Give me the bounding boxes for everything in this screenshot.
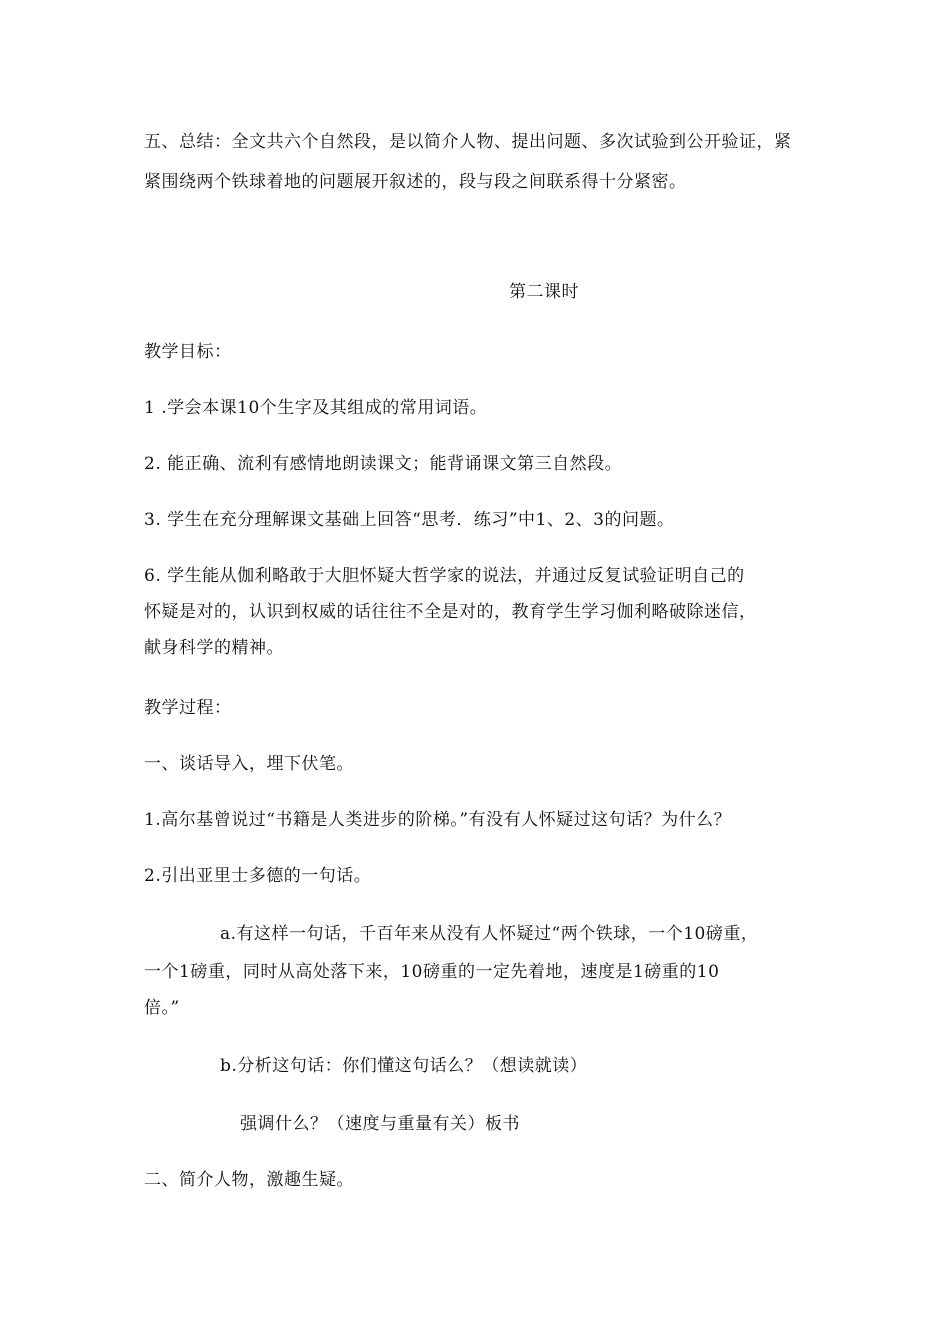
- process-step-1-b: b.分析这句话：你们懂这句话么？（想读就读）: [220, 1056, 588, 1076]
- objective-item-2: 2. 能正确、流利有感情地朗读课文；能背诵课文第三自然段。: [144, 454, 623, 474]
- lesson-title: 第二课时: [509, 282, 579, 302]
- objective-item-4-line-2: 怀疑是对的，认识到权威的话往往不全是对的，教育学生学习伽利略破除迷信，: [144, 602, 757, 622]
- process-step-1-item-1: 1.高尔基曾说过“书籍是人类进步的阶梯。”有没有人怀疑过这句话？为什么？: [144, 810, 732, 830]
- summary-line-1: 五、总结：全文共六个自然段，是以简介人物、提出问题、多次试验到公开验证，紧: [144, 132, 792, 152]
- process-step-1: 一、谈话导入，埋下伏笔。: [144, 754, 354, 774]
- objective-item-4-line-3: 献身科学的精神。: [144, 638, 284, 658]
- process-step-1-item-2: 2.引出亚里士多德的一句话。: [144, 866, 372, 886]
- process-step-1-b-note: 强调什么？（速度与重量有关）板书: [240, 1114, 520, 1134]
- process-step-1-a-line-3: 倍。”: [144, 998, 180, 1018]
- process-step-1-a-line-1: a.有这样一句话，千百年来从没有人怀疑过“两个铁球，一个10磅重，: [220, 924, 759, 944]
- process-step-2: 二、简介人物，激趣生疑。: [144, 1170, 354, 1190]
- process-step-1-a-line-2: 一个1磅重，同时从高处落下来，10磅重的一定先着地，速度是1磅重的10: [144, 962, 720, 982]
- summary-line-2: 紧围绕两个铁球着地的问题展开叙述的，段与段之间联系得十分紧密。: [144, 172, 687, 192]
- objective-item-3: 3. 学生在充分理解课文基础上回答“思考．练习”中1、2、3的问题。: [144, 510, 675, 530]
- objectives-heading: 教学目标：: [144, 342, 232, 362]
- objective-item-1: 1 .学会本课10个生字及其组成的常用词语。: [144, 398, 488, 418]
- process-heading: 教学过程：: [144, 698, 232, 718]
- objective-item-4-line-1: 6. 学生能从伽利略敢于大胆怀疑大哲学家的说法，并通过反复试验证明自己的: [144, 566, 745, 586]
